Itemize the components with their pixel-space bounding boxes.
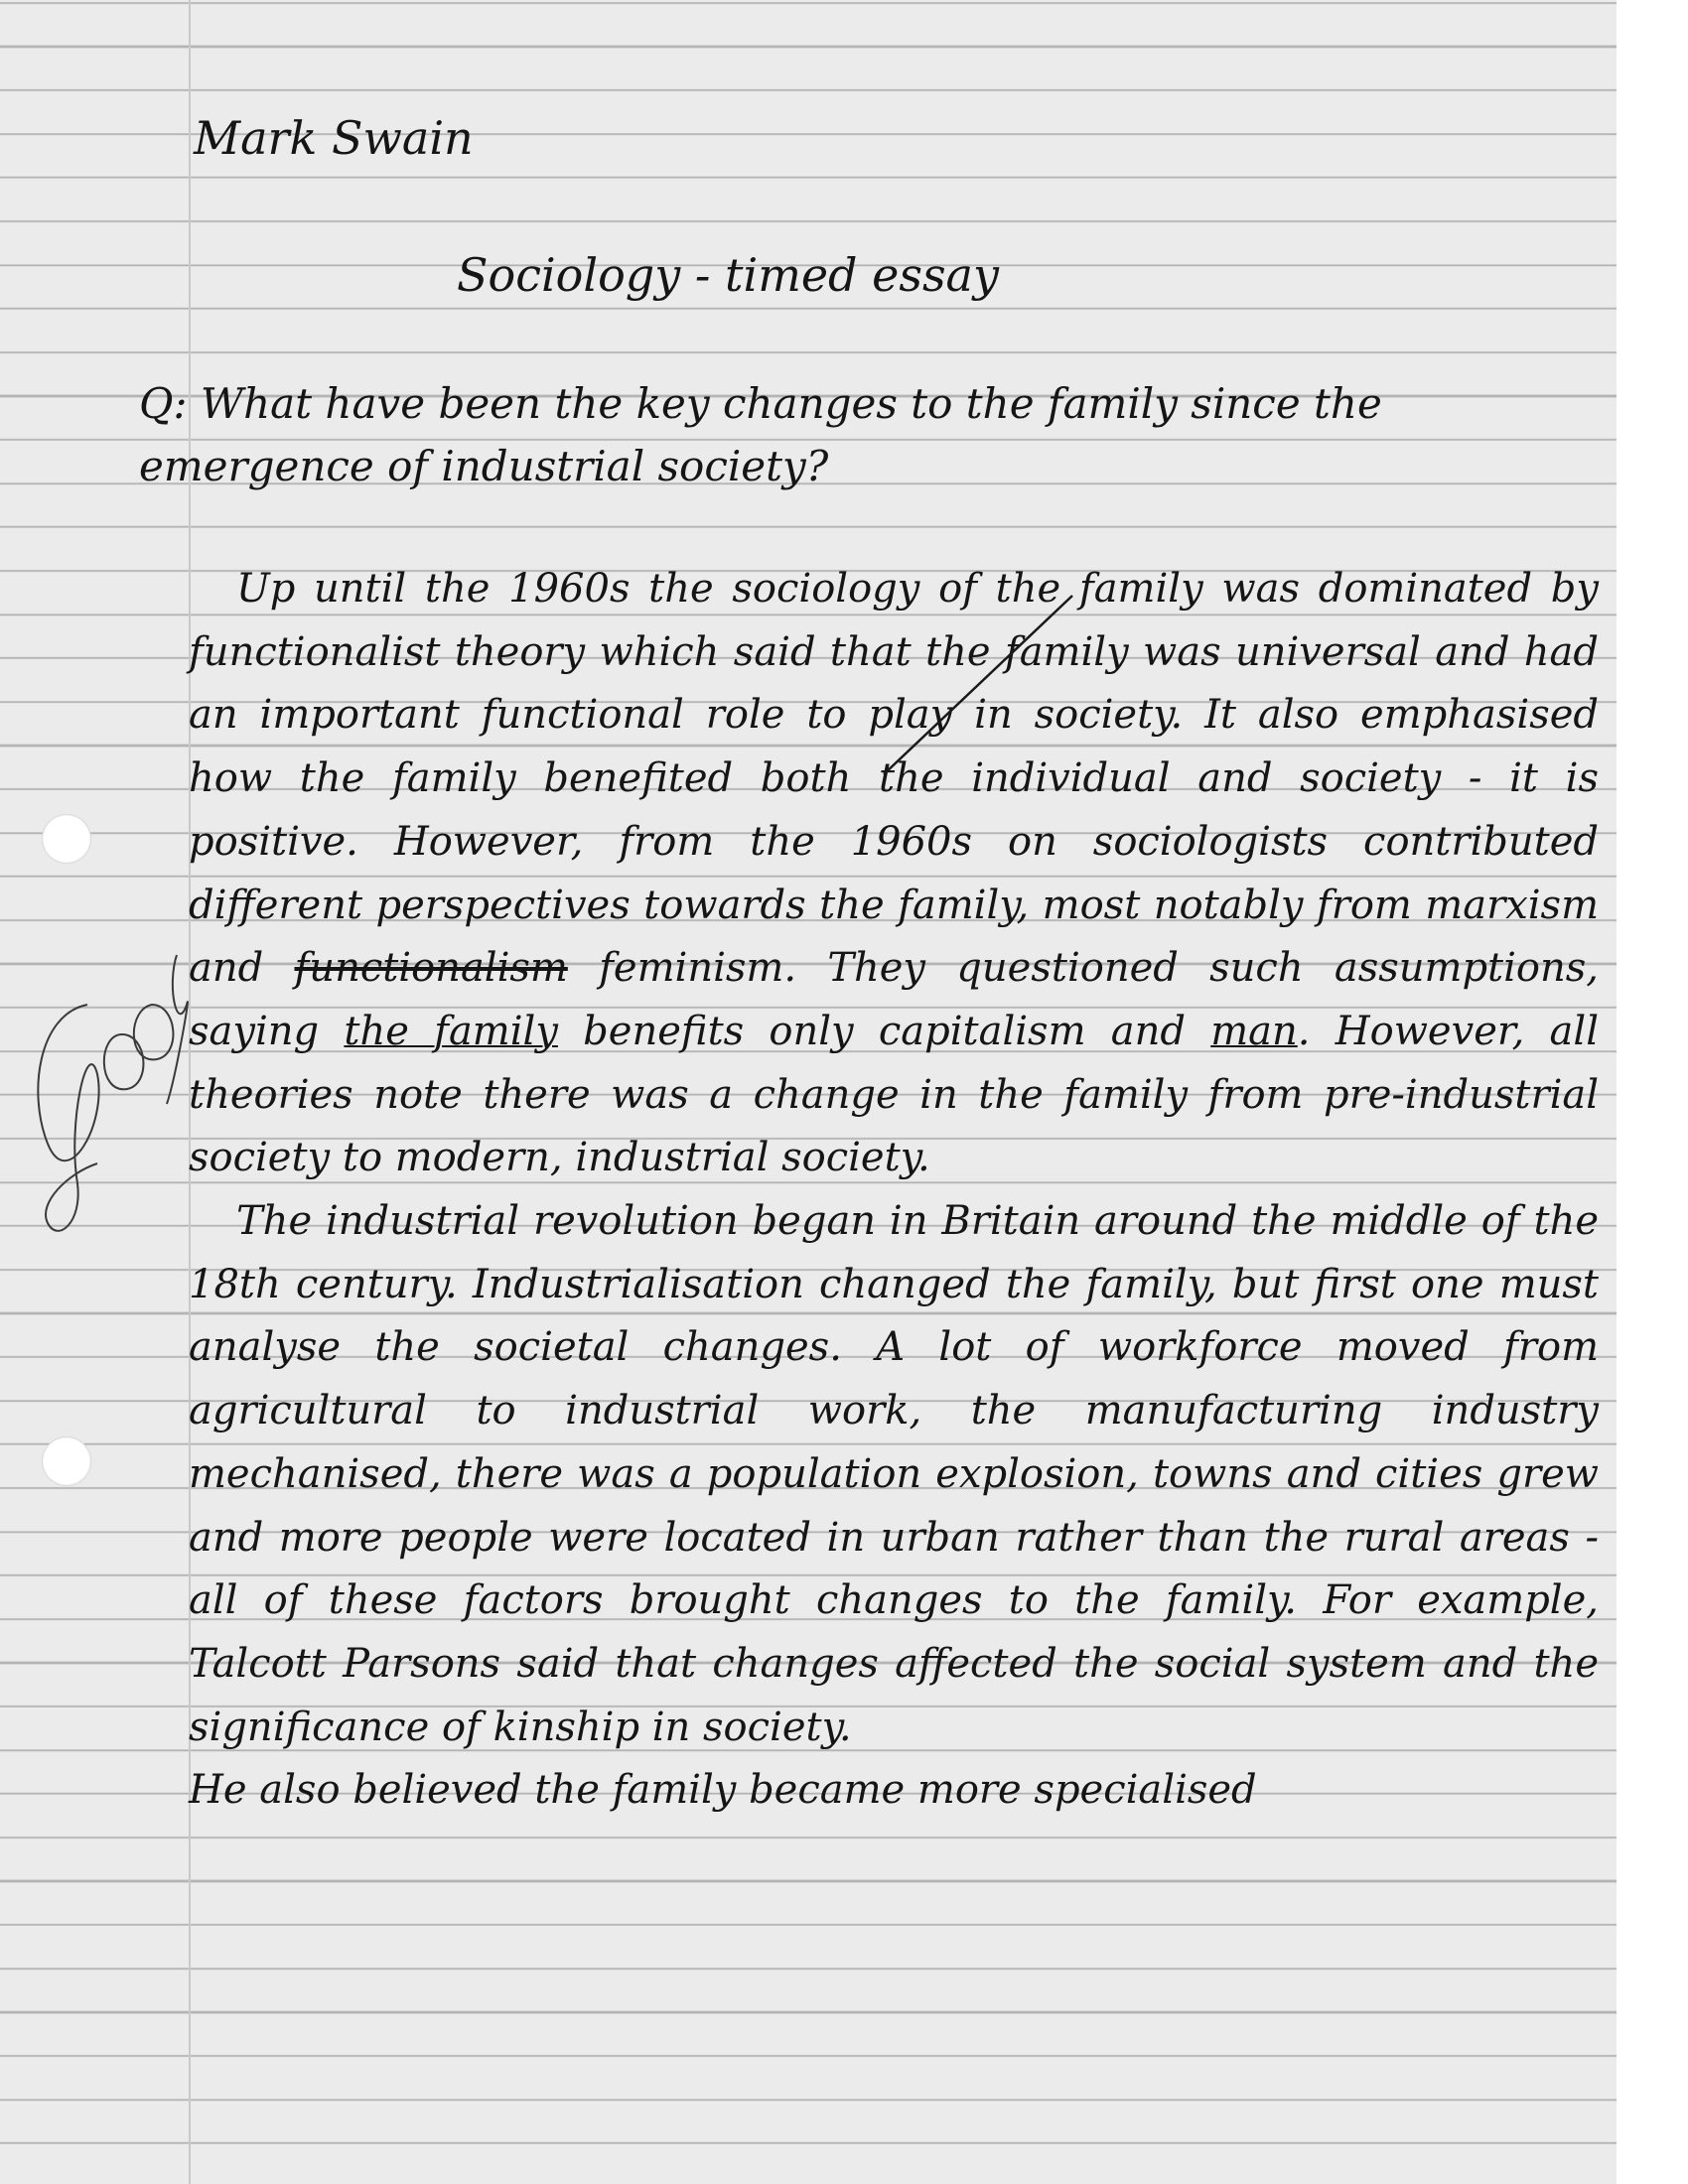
punch-hole (42, 814, 91, 864)
essay-question: Q: What have been the key changes to the family since the emergence of industrial society? (139, 379, 1382, 490)
essay-title: Sociology - timed essay (457, 248, 999, 302)
essay-text: . However, all theories note there was a change in the family from pre-industrial society to modern, industrial society. (189, 1008, 1599, 1181)
essay-text: Up until the 1960s the sociology of the family was dominated by functionalist theory which said that the family was universal and had an important functional role to play in society. It also emphasised how the family benefited both the individual and society - it is positive. However, from the 1960s on sociologists contributed different perspectives towards the family, most notably from marxism and (189, 566, 1599, 992)
punch-hole (42, 1436, 91, 1486)
essay-paragraph-2: The industrial revolution began in Britain around the middle of the 18th century. Industrialisation changed the family, but first one must analyse the societal changes. A lot of workforce moved from agricultural to industrial work, the manufacturing industry mechanised, there was a population explosion, towns and cities grew and more people were located in urban rather than the rural areas - all of these factors brought changes to the family. For example, Talcott Parsons said that changes affected the social system and the significance of kinship in society. (189, 1198, 1599, 1750)
essay-paragraph-3: He also believed the family became more specialised (189, 1767, 1257, 1814)
pen-stroke-mark (864, 586, 1082, 784)
essay-text: feminism. They questioned such assumptions, saying (189, 945, 1600, 1054)
underlined-word: man (1210, 1008, 1298, 1054)
crossed-out-word: functionalism (294, 945, 568, 992)
essay-text: benefits only capitalism and (583, 1008, 1186, 1054)
scan-border (1617, 0, 1688, 2184)
underlined-phrase: the family (344, 1008, 558, 1054)
teacher-margin-mark (28, 925, 197, 1263)
author-name: Mark Swain (194, 111, 474, 165)
